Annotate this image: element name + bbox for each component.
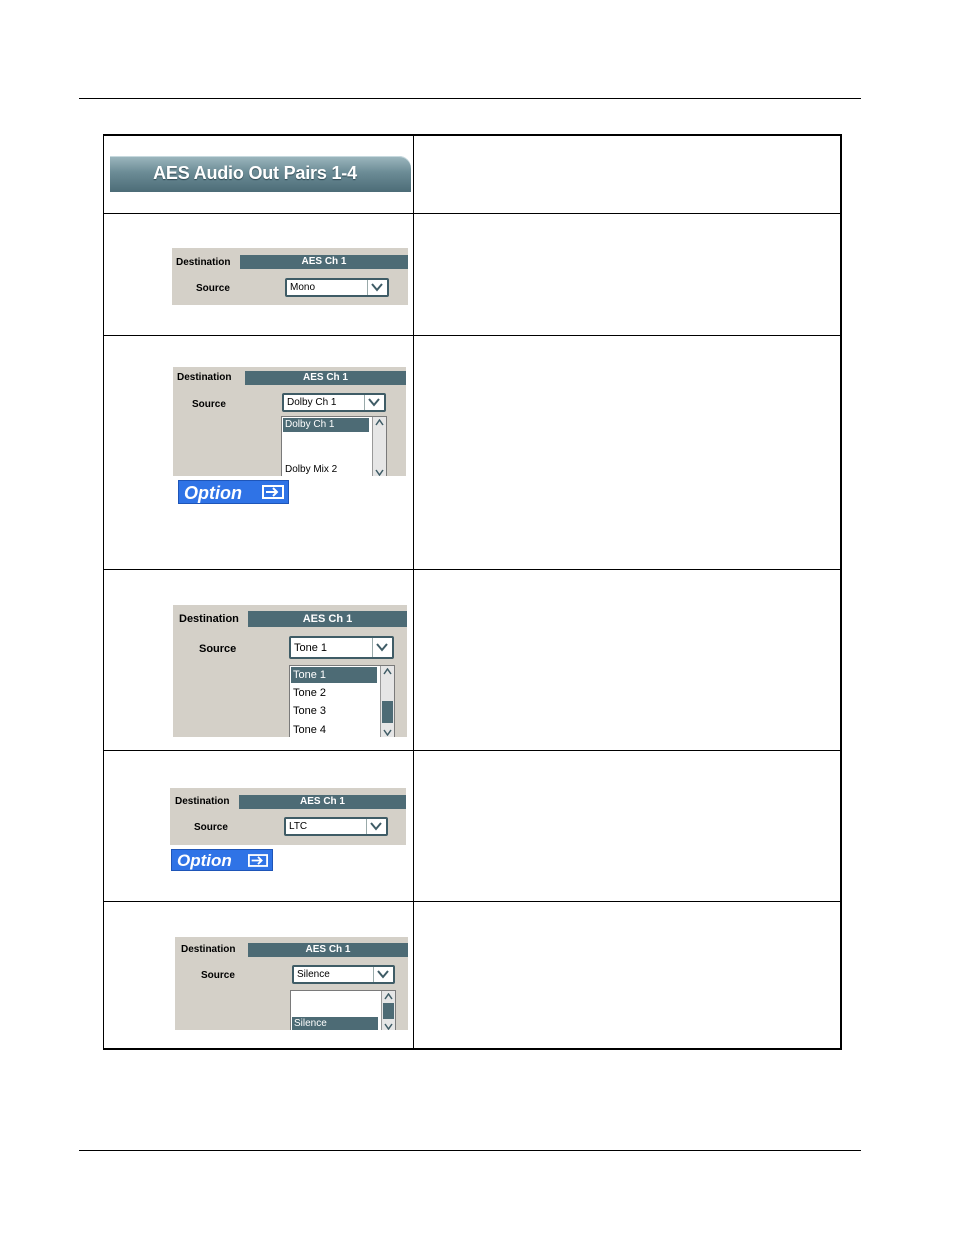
option-badge-label: Option [184,483,242,503]
chevron-down-icon[interactable] [367,280,387,295]
source-select[interactable] [284,817,388,836]
list-item[interactable]: Dolby Mix 2 [285,464,338,475]
source-label: Source [199,643,237,655]
source-select-value: Silence [297,969,330,980]
source-select[interactable] [282,393,386,412]
chevron-down-icon[interactable] [364,395,384,410]
source-select-value: Tone 1 [294,642,328,654]
source-control-panel [173,605,407,737]
source-dropdown-list[interactable] [281,416,387,476]
option-badge-label: Option [177,851,232,870]
option-arrow-icon [248,854,268,867]
chevron-down-icon[interactable] [372,638,392,657]
scroll-up-icon[interactable] [382,991,395,1003]
scroll-down-icon[interactable] [381,727,394,737]
destination-label: Destination [179,613,239,625]
source-label: Source [196,283,230,294]
row-divider [104,750,840,751]
list-item[interactable]: Silence [292,1017,378,1030]
source-label: Source [194,822,228,833]
footer-rule [79,1150,861,1151]
list-item[interactable]: Dolby Ch 1 [283,418,369,432]
list-scrollbar[interactable] [381,991,395,1030]
list-item[interactable]: Tone 2 [293,687,327,699]
destination-label: Destination [181,944,236,955]
settings-table [103,134,842,1050]
source-select[interactable] [289,636,394,659]
source-select[interactable] [292,965,395,984]
destination-label: Destination [177,372,232,383]
chevron-down-icon[interactable] [373,967,393,982]
row-divider [104,569,840,570]
source-label: Source [201,970,235,981]
list-item[interactable]: Tone 1 [291,667,377,683]
source-select-value: LTC [289,821,308,832]
list-item[interactable]: Tone 4 [293,724,327,736]
option-badge [178,480,289,504]
destination-label: Destination [176,257,231,268]
source-control-panel [170,788,406,845]
column-divider [413,136,414,1048]
destination-label: Destination [175,796,230,807]
destination-value: AES Ch 1 [239,795,406,809]
scroll-down-icon[interactable] [373,467,386,476]
option-badge [171,849,273,871]
scroll-up-icon[interactable] [381,666,394,678]
source-select-value: Dolby Ch 1 [287,397,337,408]
source-select[interactable] [285,278,389,297]
section-title: AES Audio Out Pairs 1-4 [153,163,357,183]
destination-value: AES Ch 1 [245,371,406,385]
header-rule [79,98,861,99]
list-item[interactable]: Tone 3 [293,705,327,717]
chevron-down-icon[interactable] [366,819,386,834]
source-control-panel [175,937,408,1030]
source-control-panel [172,248,408,305]
scroll-up-icon[interactable] [373,417,386,429]
section-banner [110,156,411,192]
source-select-value: Mono [290,282,316,293]
destination-value: AES Ch 1 [248,943,408,957]
option-arrow-icon [262,485,284,499]
list-scrollbar[interactable] [372,417,386,476]
row-divider [104,335,840,336]
source-label: Source [192,399,226,410]
row-divider [104,213,840,214]
source-control-panel [173,367,406,476]
destination-value: AES Ch 1 [240,255,408,269]
list-scrollbar[interactable] [380,666,394,737]
scroll-thumb[interactable] [383,1003,394,1019]
scroll-thumb[interactable] [382,701,393,723]
scroll-down-icon[interactable] [382,1021,395,1030]
source-dropdown-list[interactable] [289,665,395,737]
destination-value: AES Ch 1 [248,611,407,627]
row-divider [104,901,840,902]
source-dropdown-list[interactable] [290,990,396,1030]
